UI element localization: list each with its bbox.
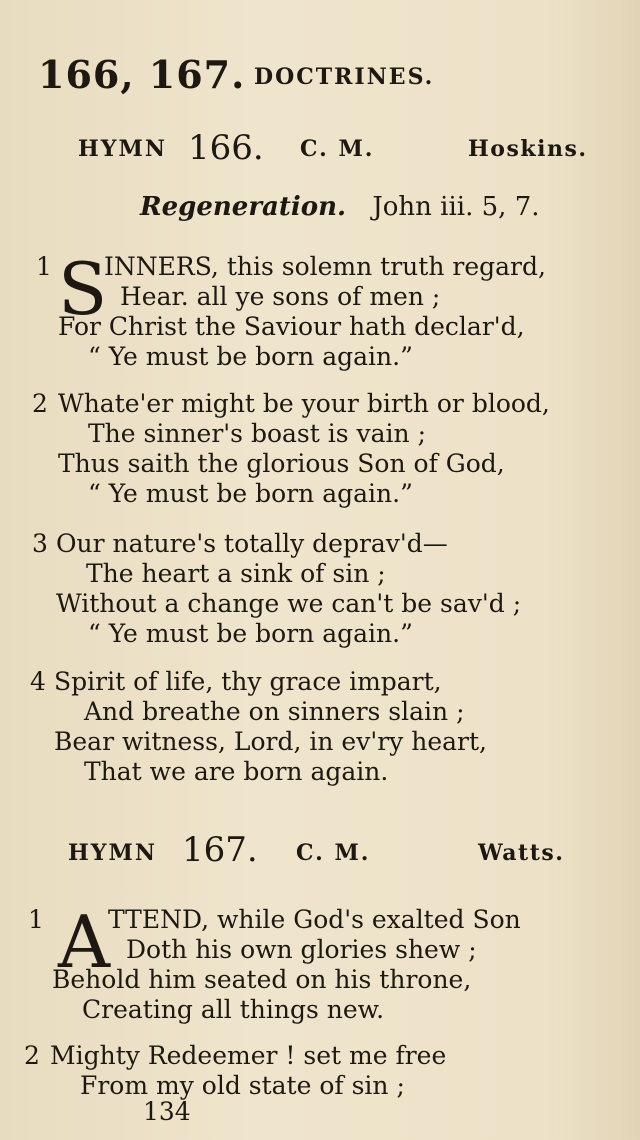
hymn-number: 167. bbox=[182, 830, 258, 870]
drop-cap: S bbox=[58, 247, 108, 331]
verse-line: TTEND, while God's exalted Son bbox=[108, 905, 521, 934]
verse-line: Hear. all ye sons of men ; bbox=[120, 282, 441, 311]
hymn-subject bbox=[140, 192, 540, 222]
verse-line: Whate'er might be your birth or blood, bbox=[58, 389, 550, 418]
hymn-meter: C. M. bbox=[296, 840, 371, 866]
verse-line: The sinner's boast is vain ; bbox=[88, 419, 426, 448]
section-title: DOCTRINES. bbox=[254, 64, 435, 90]
verse-line: Our nature's totally deprav'd— bbox=[56, 529, 448, 558]
verse-line: Without a change we can't be sav'd ; bbox=[56, 589, 522, 618]
verse-number: 4 bbox=[30, 667, 46, 696]
drop-cap: A bbox=[58, 900, 110, 984]
verse-line: From my old state of sin ; bbox=[80, 1071, 405, 1100]
verse-line: “ Ye must be born again.” bbox=[88, 342, 413, 371]
verse-number: 1 bbox=[28, 905, 44, 934]
scripture-reference: John iii. 5, 7. bbox=[372, 192, 540, 222]
verse-number: 2 bbox=[32, 389, 48, 418]
hymn-number: 166. bbox=[188, 128, 264, 168]
hymn-167-heading bbox=[0, 830, 640, 870]
running-header bbox=[38, 52, 598, 98]
verse-number: 2 bbox=[24, 1041, 40, 1070]
verse-line: INNERS, this solemn truth regard, bbox=[104, 252, 546, 281]
verse-line: And breathe on sinners slain ; bbox=[84, 697, 465, 726]
hymn-label: HYMN bbox=[68, 840, 157, 866]
hymn-author: Watts. bbox=[478, 840, 565, 866]
verse-line: Doth his own glories shew ; bbox=[126, 935, 477, 964]
verse-number: 3 bbox=[32, 529, 48, 558]
hymn-label: HYMN bbox=[78, 136, 167, 162]
subject-title: Regeneration. bbox=[140, 192, 347, 222]
verse-line: Creating all things new. bbox=[82, 995, 385, 1024]
verse-line: Mighty Redeemer ! set me free bbox=[50, 1041, 447, 1070]
verse-line: “ Ye must be born again.” bbox=[88, 619, 413, 648]
hymn-166-heading bbox=[0, 128, 640, 168]
verse-line: “ Ye must be born again.” bbox=[88, 479, 413, 508]
verse-line: Behold him seated on his throne, bbox=[52, 965, 472, 994]
verse-line: The heart a sink of sin ; bbox=[86, 559, 386, 588]
verse-line: Thus saith the glorious Son of God, bbox=[58, 449, 505, 478]
verse-line: Spirit of life, thy grace impart, bbox=[54, 667, 442, 696]
verse-number: 1 bbox=[36, 252, 52, 281]
hymn-author: Hoskins. bbox=[468, 136, 588, 162]
hymn-meter: C. M. bbox=[300, 136, 375, 162]
verse-line: Bear witness, Lord, in ev'ry heart, bbox=[54, 727, 487, 756]
hymn-range: 166, 167. bbox=[38, 52, 246, 97]
verse-line: That we are born again. bbox=[84, 757, 389, 786]
verse-line: For Christ the Saviour hath declar'd, bbox=[58, 312, 525, 341]
page-number: 134 bbox=[143, 1097, 191, 1126]
